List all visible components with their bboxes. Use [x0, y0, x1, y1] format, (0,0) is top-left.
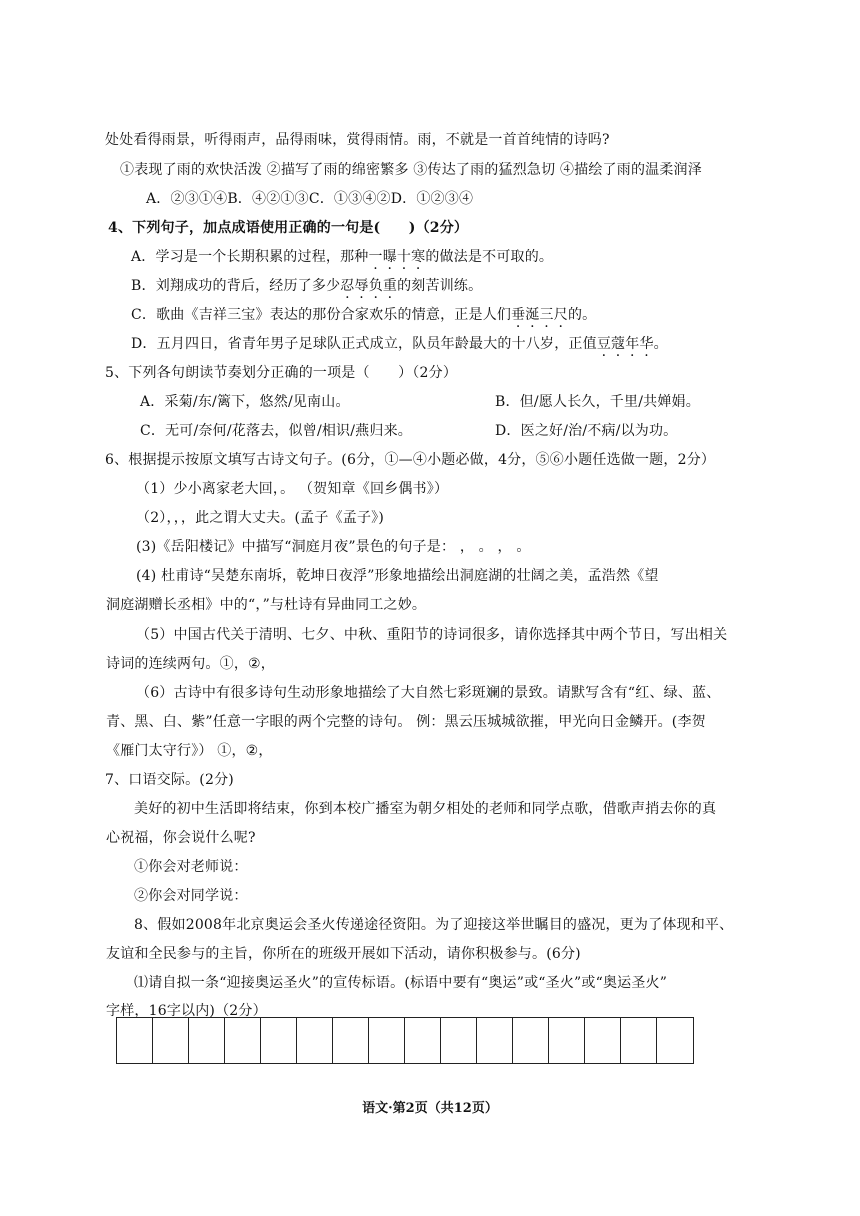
q6-item-2: （2），，，此之谓大丈夫。(孟子《孟子》) — [136, 510, 385, 526]
q6-item-4-line1: (4) 杜甫诗“吴楚东南坼，乾坤日夜浮”形象地描绘出洞庭湖的壮阔之美，孟浩然《望 — [136, 568, 659, 584]
grid-cell[interactable] — [477, 1018, 513, 1063]
q7-teacher: ①你会对老师说： — [134, 859, 248, 875]
grid-cell[interactable] — [225, 1018, 261, 1063]
page-footer: 语文·第2页（共12页） — [362, 1101, 498, 1116]
q7-prompt-line2: 心祝福，你会说什么呢? — [106, 830, 256, 846]
grid-cell[interactable] — [117, 1018, 153, 1063]
q7-classmate: ②你会对同学说： — [134, 888, 248, 904]
q6-item-6-line1: （6）古诗中有很多诗句生动形象地描绘了大自然七彩斑斓的景致。请默写含有“红、绿、蓝、 — [136, 685, 721, 701]
grid-cell[interactable] — [297, 1018, 333, 1063]
q6-item-1: （1）少小离家老大回，。 （贺知章《回乡偶书》） — [136, 481, 449, 497]
q6-item-6-line2: 青、黑、白、紫”任意一字眼的两个完整的诗句。 例：黑云压城城欲摧，甲光向日金鳞开。(李贺 — [106, 714, 706, 730]
grid-cell[interactable] — [513, 1018, 549, 1063]
q5-option-b: B．但/愿人长久，千里/共婵娟。 — [495, 394, 700, 410]
q4-stem: 4、下列句子，加点成语使用正确的一句是( )（2分） — [108, 220, 469, 236]
grid-cell[interactable] — [153, 1018, 189, 1063]
q8-line1: 8、假如2008年北京奥运会圣火传递途径资阳。为了迎接这举世瞩目的盛况，更为了体现和平、 — [134, 917, 734, 933]
grid-cell[interactable] — [549, 1018, 585, 1063]
q3-choice-b: B．④②①③ — [227, 191, 309, 207]
grid-cell[interactable] — [261, 1018, 297, 1063]
grid-cell[interactable] — [189, 1018, 225, 1063]
q8-line2: 友谊和全民参与的主旨，你所在的班级开展如下活动，请你积极参与。(6分) — [106, 946, 581, 962]
q4-option-a: A．学习是一个长期积累的过程，那种一曝十寒的做法是不可取的。 — [131, 249, 554, 265]
q8-line3: ⑴请自拟一条“迎接奥运圣火”的宣传标语。(标语中要有“奥运”或“圣火”或“奥运圣火” — [134, 975, 668, 991]
q6-stem: 6、根据提示按原文填写古诗文句子。(6分，①—④小题必做，4分，⑤⑥小题任选做一题，2分） — [105, 452, 716, 468]
grid-cell[interactable] — [333, 1018, 369, 1063]
q8-line4: 字样，16字以内)（2分） — [106, 1003, 267, 1019]
grid-cell[interactable] — [657, 1018, 693, 1063]
q6-item-4-line2: 洞庭湖赠长丞相》中的“，”与杜诗有异曲同工之妙。 — [106, 597, 427, 613]
q3-choice-a: A．②③①④ — [146, 191, 228, 207]
q4-option-c: C．歌曲《吉祥三宝》表达的那份合家欢乐的情意，正是人们垂涎三尺的。 — [131, 307, 597, 323]
q5-option-a: A．采菊/东/篱下，悠然/见南山。 — [140, 394, 350, 410]
passage-end-line: 处处看得雨景，听得雨声，品得雨味，赏得雨情。雨，不就是一首首纯情的诗吗? — [105, 132, 610, 148]
q3-choice-d: D．①②③④ — [390, 191, 474, 207]
q4-option-b: B．刘翔成功的背后，经历了多少忍辱负重的刻苦训练。 — [131, 278, 483, 294]
q7-prompt-line1: 美好的初中生活即将结束，你到本校广播室为朝夕相处的老师和同学点歌，借歌声捎去你的真 — [134, 801, 717, 817]
q5-option-c: C．无可/奈何/花落去，似曾/相识/燕归来。 — [140, 423, 412, 439]
grid-cell[interactable] — [441, 1018, 477, 1063]
q6-item-6-line3: 《雁门太守行》） ①，②， — [106, 743, 273, 759]
q4-option-d: D．五月四日，省青年男子足球队正式成立，队员年龄最大的十八岁，正值豆蔻年华。 — [131, 336, 668, 352]
q5-option-d: D．医之好/治/不病/以为功。 — [495, 423, 678, 439]
q3-statements: ①表现了雨的欢快活泼 ②描写了雨的绵密繁多 ③传达了雨的猛烈急切 ④描绘了雨的温柔润泽 — [120, 162, 702, 178]
q3-choices — [146, 190, 473, 208]
slogan-answer-grid[interactable] — [116, 1017, 694, 1064]
q5-stem: 5、下列各句朗读节奏划分正确的一项是（ ）（2分） — [105, 365, 458, 381]
grid-cell[interactable] — [621, 1018, 657, 1063]
q7-stem: 7、口语交际。(2分) — [105, 772, 234, 788]
q6-item-3: (3)《岳阳楼记》中描写“洞庭月夜”景色的句子是： ， 。 ， 。 — [136, 539, 531, 555]
grid-cell[interactable] — [405, 1018, 441, 1063]
q3-choice-c: C．①③④② — [308, 191, 391, 207]
grid-cell[interactable] — [369, 1018, 405, 1063]
q6-item-5-line2: 诗词的连续两句。①，②， — [106, 656, 275, 672]
q6-item-5-line1: （5）中国古代关于清明、七夕、中秋、重阳节的诗词很多，请你选择其中两个节日，写出相关 — [136, 627, 728, 643]
grid-cell[interactable] — [585, 1018, 621, 1063]
